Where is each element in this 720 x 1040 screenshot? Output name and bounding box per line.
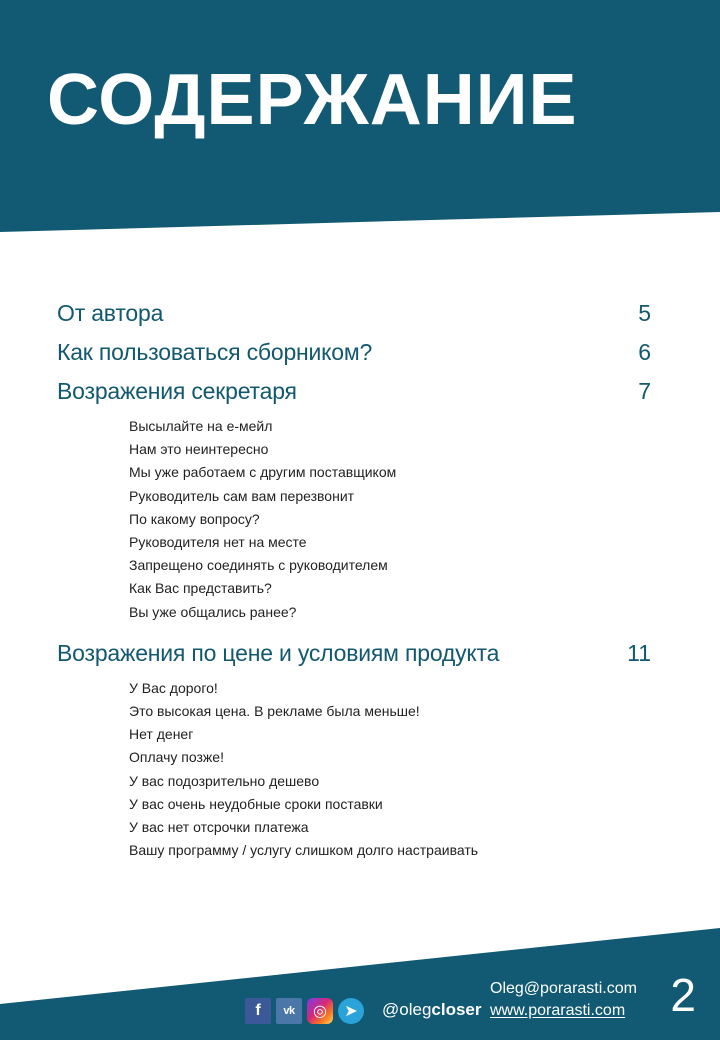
toc-subsection: Вы уже общались ранее?	[129, 603, 297, 620]
toc-subsection: Запрещено соединять с руководителем	[129, 557, 388, 574]
vk-icon[interactable]: vk	[276, 998, 302, 1024]
telegram-icon[interactable]: ➤	[338, 998, 364, 1024]
toc-page-number: 6	[638, 339, 651, 365]
toc-subsection: У вас подозрительно дешево	[129, 772, 320, 789]
table-of-contents	[57, 294, 651, 872]
social-handle[interactable]	[382, 1000, 482, 1020]
toc-subsection: По какому вопросу?	[129, 510, 260, 527]
email-link[interactable]: Oleg@porarasti.com	[490, 980, 637, 997]
toc-subsection: У Вас дорого!	[129, 679, 218, 696]
toc-section	[57, 372, 651, 634]
toc-subsections	[129, 411, 651, 634]
website-link[interactable]: www.porarasti.com	[490, 1002, 626, 1019]
social-handle-prefix: @oleg	[382, 1000, 432, 1019]
toc-subsection: Как Вас представить?	[129, 580, 272, 597]
contact-info	[490, 978, 637, 1022]
page-title: СОДЕРЖАНИЕ	[47, 60, 578, 140]
toc-section-row	[57, 294, 651, 333]
toc-section	[57, 634, 651, 873]
toc-section	[57, 294, 651, 333]
toc-section-title: Возражения по цене и условиям продукта	[57, 639, 500, 666]
toc-subsection: Это высокая цена. В рекламе была меньше!	[129, 703, 420, 720]
toc-subsection: Руководителя нет на месте	[129, 534, 307, 551]
instagram-icon[interactable]: ◎	[307, 998, 333, 1024]
facebook-icon[interactable]: f	[245, 998, 271, 1024]
toc-section-title: От автора	[57, 300, 164, 326]
toc-section-title: Возражения секретаря	[57, 378, 297, 404]
toc-section-row	[57, 333, 651, 372]
toc-subsection: У вас очень неудобные сроки поставки	[129, 795, 383, 812]
social-links	[245, 998, 364, 1024]
toc-subsection: Мы уже работаем с другим поставщиком	[129, 464, 397, 481]
toc-section-title: Как пользоваться сборником?	[57, 339, 373, 365]
toc-subsections	[129, 673, 651, 873]
toc-subsection: Высылайте на е-мейл	[129, 418, 273, 434]
toc-page-number: 5	[638, 300, 651, 326]
toc-subsection: У вас нет отсрочки платежа	[129, 819, 309, 836]
toc-subsection: Нет денег	[129, 726, 194, 743]
toc-subsection: Оплачу позже!	[129, 749, 224, 766]
social-handle-strong: closer	[431, 1000, 482, 1019]
page-number: 2	[670, 969, 696, 1021]
toc-page-number: 11	[627, 639, 651, 666]
toc-section-row	[57, 372, 651, 411]
toc-section-row	[57, 634, 651, 673]
toc-subsection: Вашу программу / услугу слишком долго настраивать	[129, 842, 479, 859]
toc-subsection: Нам это неинтересно	[129, 441, 269, 458]
toc-section	[57, 333, 651, 372]
toc-page-number: 7	[638, 378, 651, 404]
toc-subsection: Руководитель сам вам перезвонит	[129, 487, 355, 504]
